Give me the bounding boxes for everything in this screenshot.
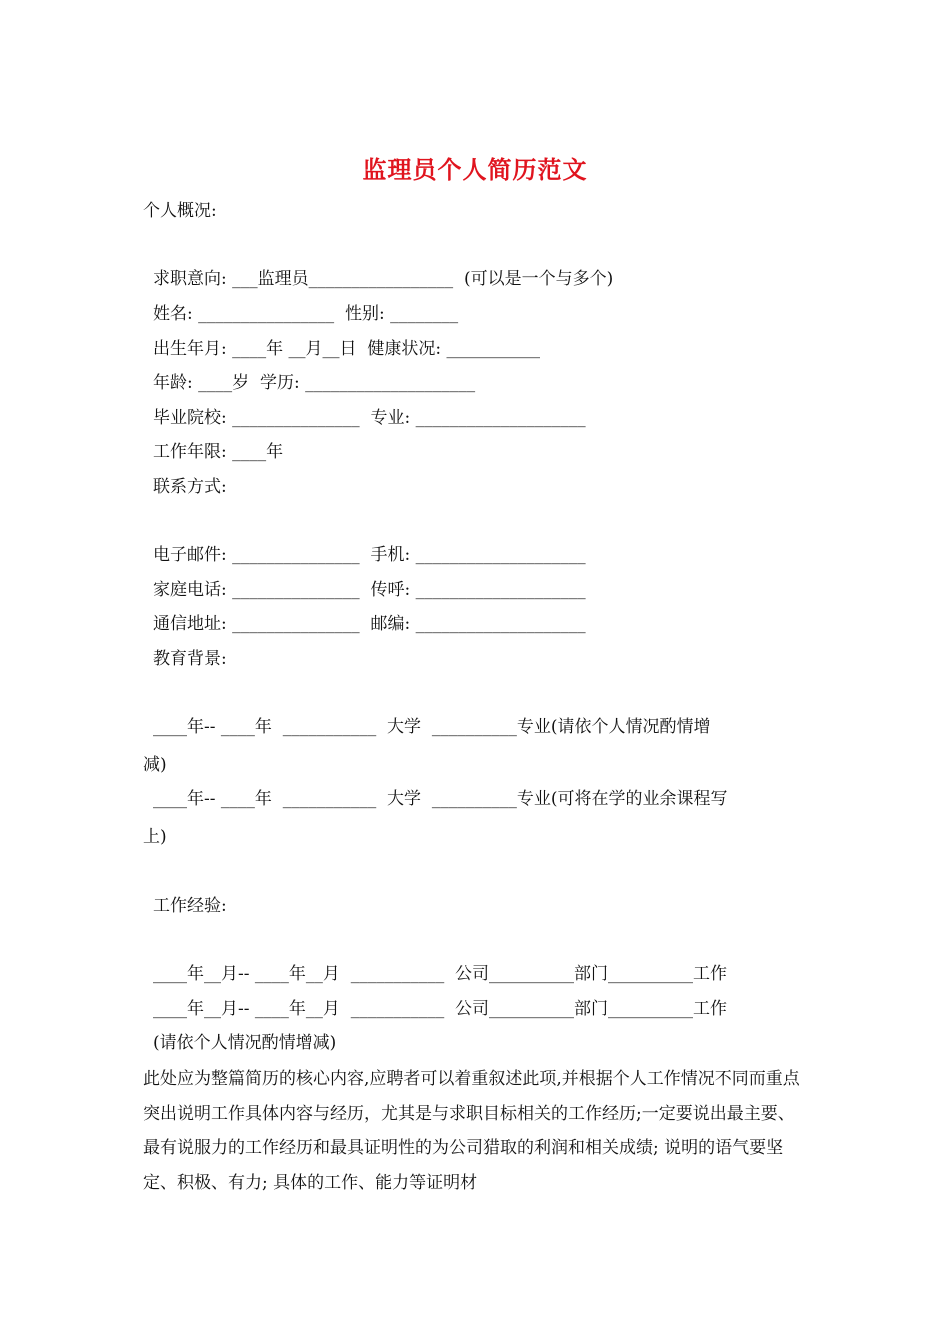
email-phone-line: 电子邮件: _______________ 手机: ____________________ — [153, 545, 586, 565]
work-years-line: 工作年限: ____年 — [153, 442, 284, 462]
education-entry-1: ____年-- ____年 ___________ 大学 __________专业(请依个人情况酌情增 — [153, 717, 711, 737]
home-pager-line: 家庭电话: _______________ 传呼: ____________________ — [153, 580, 586, 600]
contact-heading: 联系方式: — [153, 477, 227, 497]
work-entry-2: ____年__月-- ____年__月 ___________ 公司__________部门__________工作 — [153, 999, 728, 1019]
education-entry-2-cont: 上) — [143, 827, 167, 847]
work-heading: 工作经验: — [153, 896, 227, 916]
job-intent-line: 求职意向: ___监理员_________________ (可以是一个与多个) — [153, 269, 614, 289]
work-note: (请依个人情况酌情增减) — [153, 1033, 337, 1053]
name-gender-line: 姓名: ________________ 性别: ________ — [153, 304, 459, 324]
address-zip-line: 通信地址: _______________ 邮编: ____________________ — [153, 614, 586, 634]
education-heading: 教育背景: — [153, 649, 227, 669]
page-title: 监理员个人简历范文 — [362, 155, 588, 184]
education-entry-1-cont: 减) — [143, 755, 167, 775]
school-major-line: 毕业院校: _______________ 专业: ____________________ — [153, 408, 586, 428]
education-entry-2: ____年-- ____年 ___________ 大学 __________专业(可将在学的业余课程写 — [153, 789, 728, 809]
birth-health-line: 出生年月: ____年 __月__日 健康状况: ___________ — [153, 339, 540, 359]
overview-heading: 个人概况: — [143, 201, 217, 221]
core-paragraph: 此处应为整篇简历的核心内容,应聘者可以着重叙述此项,并根据个人工作情况不同而重点突出说明工作具体内容与经历，尤其是与求职目标相关的工作经历;一定要说出最主要、最有说服力的工作经历和最具证明性的为公司猎取的利润和相关成绩; 说明的语气要坚定、积极、有力; 具体的工作、能力等证明材 — [143, 1069, 800, 1193]
age-education-line: 年龄: ____岁 学历: ____________________ — [153, 373, 476, 393]
work-entry-1: ____年__月-- ____年__月 ___________ 公司__________部门__________工作 — [153, 964, 728, 984]
